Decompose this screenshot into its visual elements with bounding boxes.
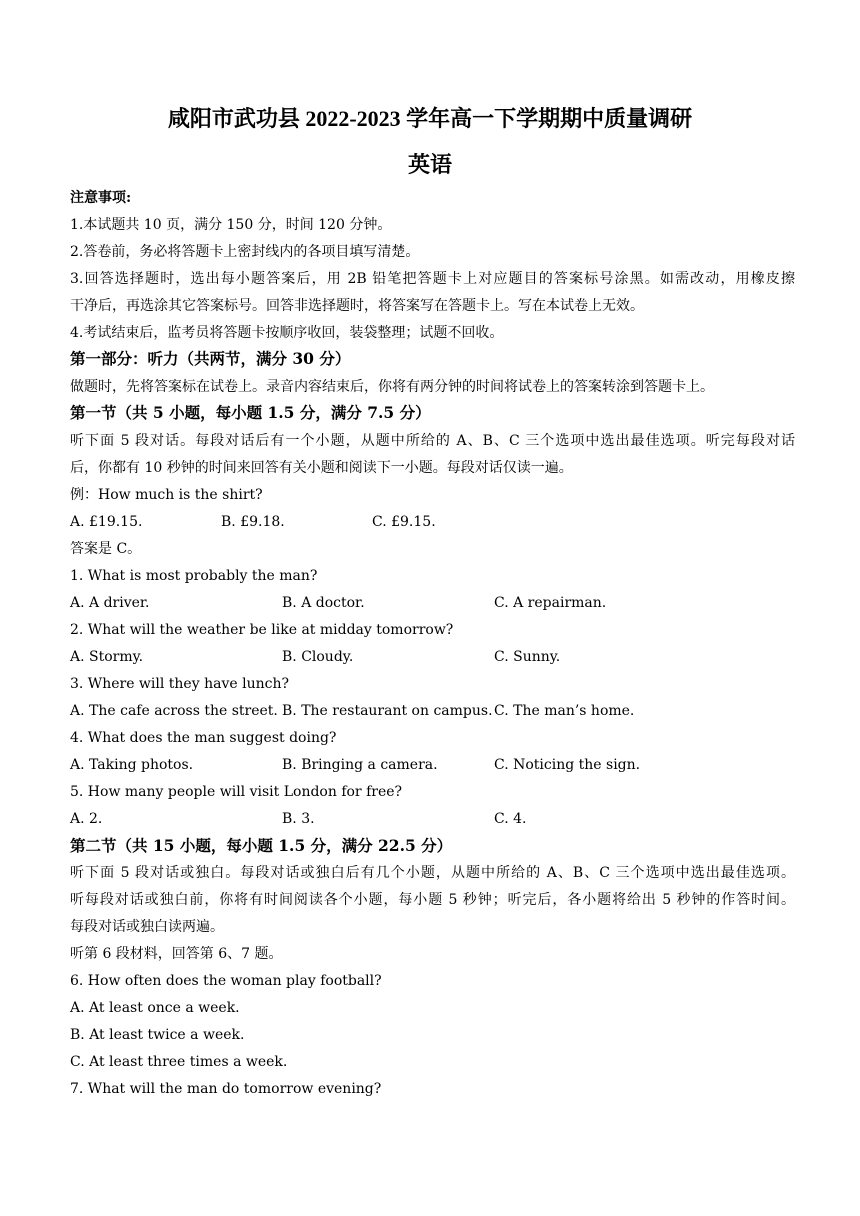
part1-instruction: 做题时，先将答案标在试卷上。录音内容结束后，你将有两分钟的时间将试卷上的答案转涂到答题卡上。	[70, 379, 714, 395]
option-b: B. Cloudy.	[282, 649, 354, 665]
question-4: 4. What does the man suggest doing?	[70, 730, 337, 746]
example-option-c: C. £9.15.	[372, 514, 436, 530]
option-a: A. Stormy.	[70, 649, 144, 665]
option-a: A. Taking photos.	[70, 757, 194, 773]
section2-instruction: 听下面 5 段对话或独白。每段对话或独白后有几个小题，从题中所给的 A、B、C 三个选项中选出最佳选项。	[70, 865, 795, 881]
option-b: B. A doctor.	[282, 595, 365, 611]
notice-item: 3.回答选择题时，选出每小题答案后，用 2B 铅笔把答题卡上对应题目的答案标号涂黑。如需改动，用橡皮擦	[70, 271, 795, 287]
section1-heading: 第一节（共 5 小题，每小题 1.5 分，满分 7.5 分）	[70, 403, 431, 422]
part1-heading: 第一部分：听力（共两节，满分 30 分）	[70, 349, 351, 368]
section2-instruction: 每段对话或独白读两遍。	[70, 919, 224, 935]
notice-item: 2.答卷前，务必将答题卡上密封线内的各项目填写清楚。	[70, 244, 420, 260]
section1-instruction: 后，你都有 10 秒钟的时间来回答有关小题和阅读下一小题。每段对话仅读一遍。	[70, 460, 573, 476]
exam-title: 咸阳市武功县 2022-2023 学年高一下学期期中质量调研	[167, 106, 693, 131]
option-a: A. The cafe across the street.	[70, 703, 278, 719]
section1-instruction: 听下面 5 段对话。每段对话后有一个小题，从题中所给的 A、B、C 三个选项中选出最佳选项。听完每段对话	[70, 433, 795, 449]
option-b: B. 3.	[282, 811, 315, 827]
notice-heading: 注意事项:	[70, 190, 132, 206]
example-question: 例：How much is the shirt?	[70, 487, 263, 503]
example-option-b: B. £9.18.	[221, 514, 285, 530]
notice-item: 干净后，再选涂其它答案标号。回答非选择题时，将答案写在答题卡上。写在本试卷上无效。	[70, 298, 644, 314]
option-c: C. Sunny.	[494, 649, 561, 665]
option-b: B. Bringing a camera.	[282, 757, 438, 773]
question-6: 6. How often does the woman play football?	[70, 973, 382, 989]
section2-heading: 第二节（共 15 小题，每小题 1.5 分，满分 22.5 分）	[70, 836, 453, 855]
question-5: 5. How many people will visit London for free?	[70, 784, 403, 800]
question-7: 7. What will the man do tomorrow evening?	[70, 1081, 382, 1097]
option-c: C. At least three times a week.	[70, 1054, 288, 1070]
material-label: 听第 6 段材料，回答第 6、7 题。	[70, 946, 283, 962]
question-2: 2. What will the weather be like at midday tomorrow?	[70, 622, 454, 638]
notice-item: 1.本试题共 10 页，满分 150 分，时间 120 分钟。	[70, 217, 392, 233]
option-c: C. The man’s home.	[494, 703, 635, 719]
option-c: C. A repairman.	[494, 595, 607, 611]
question-1: 1. What is most probably the man?	[70, 568, 318, 584]
exam-subject: 英语	[407, 152, 452, 177]
option-c: C. Noticing the sign.	[494, 757, 641, 773]
option-b: B. The restaurant on campus.	[282, 703, 493, 719]
section2-instruction: 听每段对话或独白前，你将有时间阅读各个小题，每小题 5 秒钟；听完后，各小题将给出 5 秒钟的作答时间。	[70, 892, 795, 908]
option-c: C. 4.	[494, 811, 527, 827]
option-a: A. 2.	[70, 811, 103, 827]
example-answer: 答案是 C。	[70, 541, 142, 557]
option-b: B. At least twice a week.	[70, 1027, 245, 1043]
option-a: A. At least once a week.	[70, 1000, 240, 1016]
example-option-a: A. £19.15.	[70, 514, 143, 530]
question-3: 3. Where will they have lunch?	[70, 676, 289, 692]
option-a: A. A driver.	[70, 595, 150, 611]
notice-item: 4.考试结束后，监考员将答题卡按顺序收回，装袋整理；试题不回收。	[70, 325, 504, 341]
